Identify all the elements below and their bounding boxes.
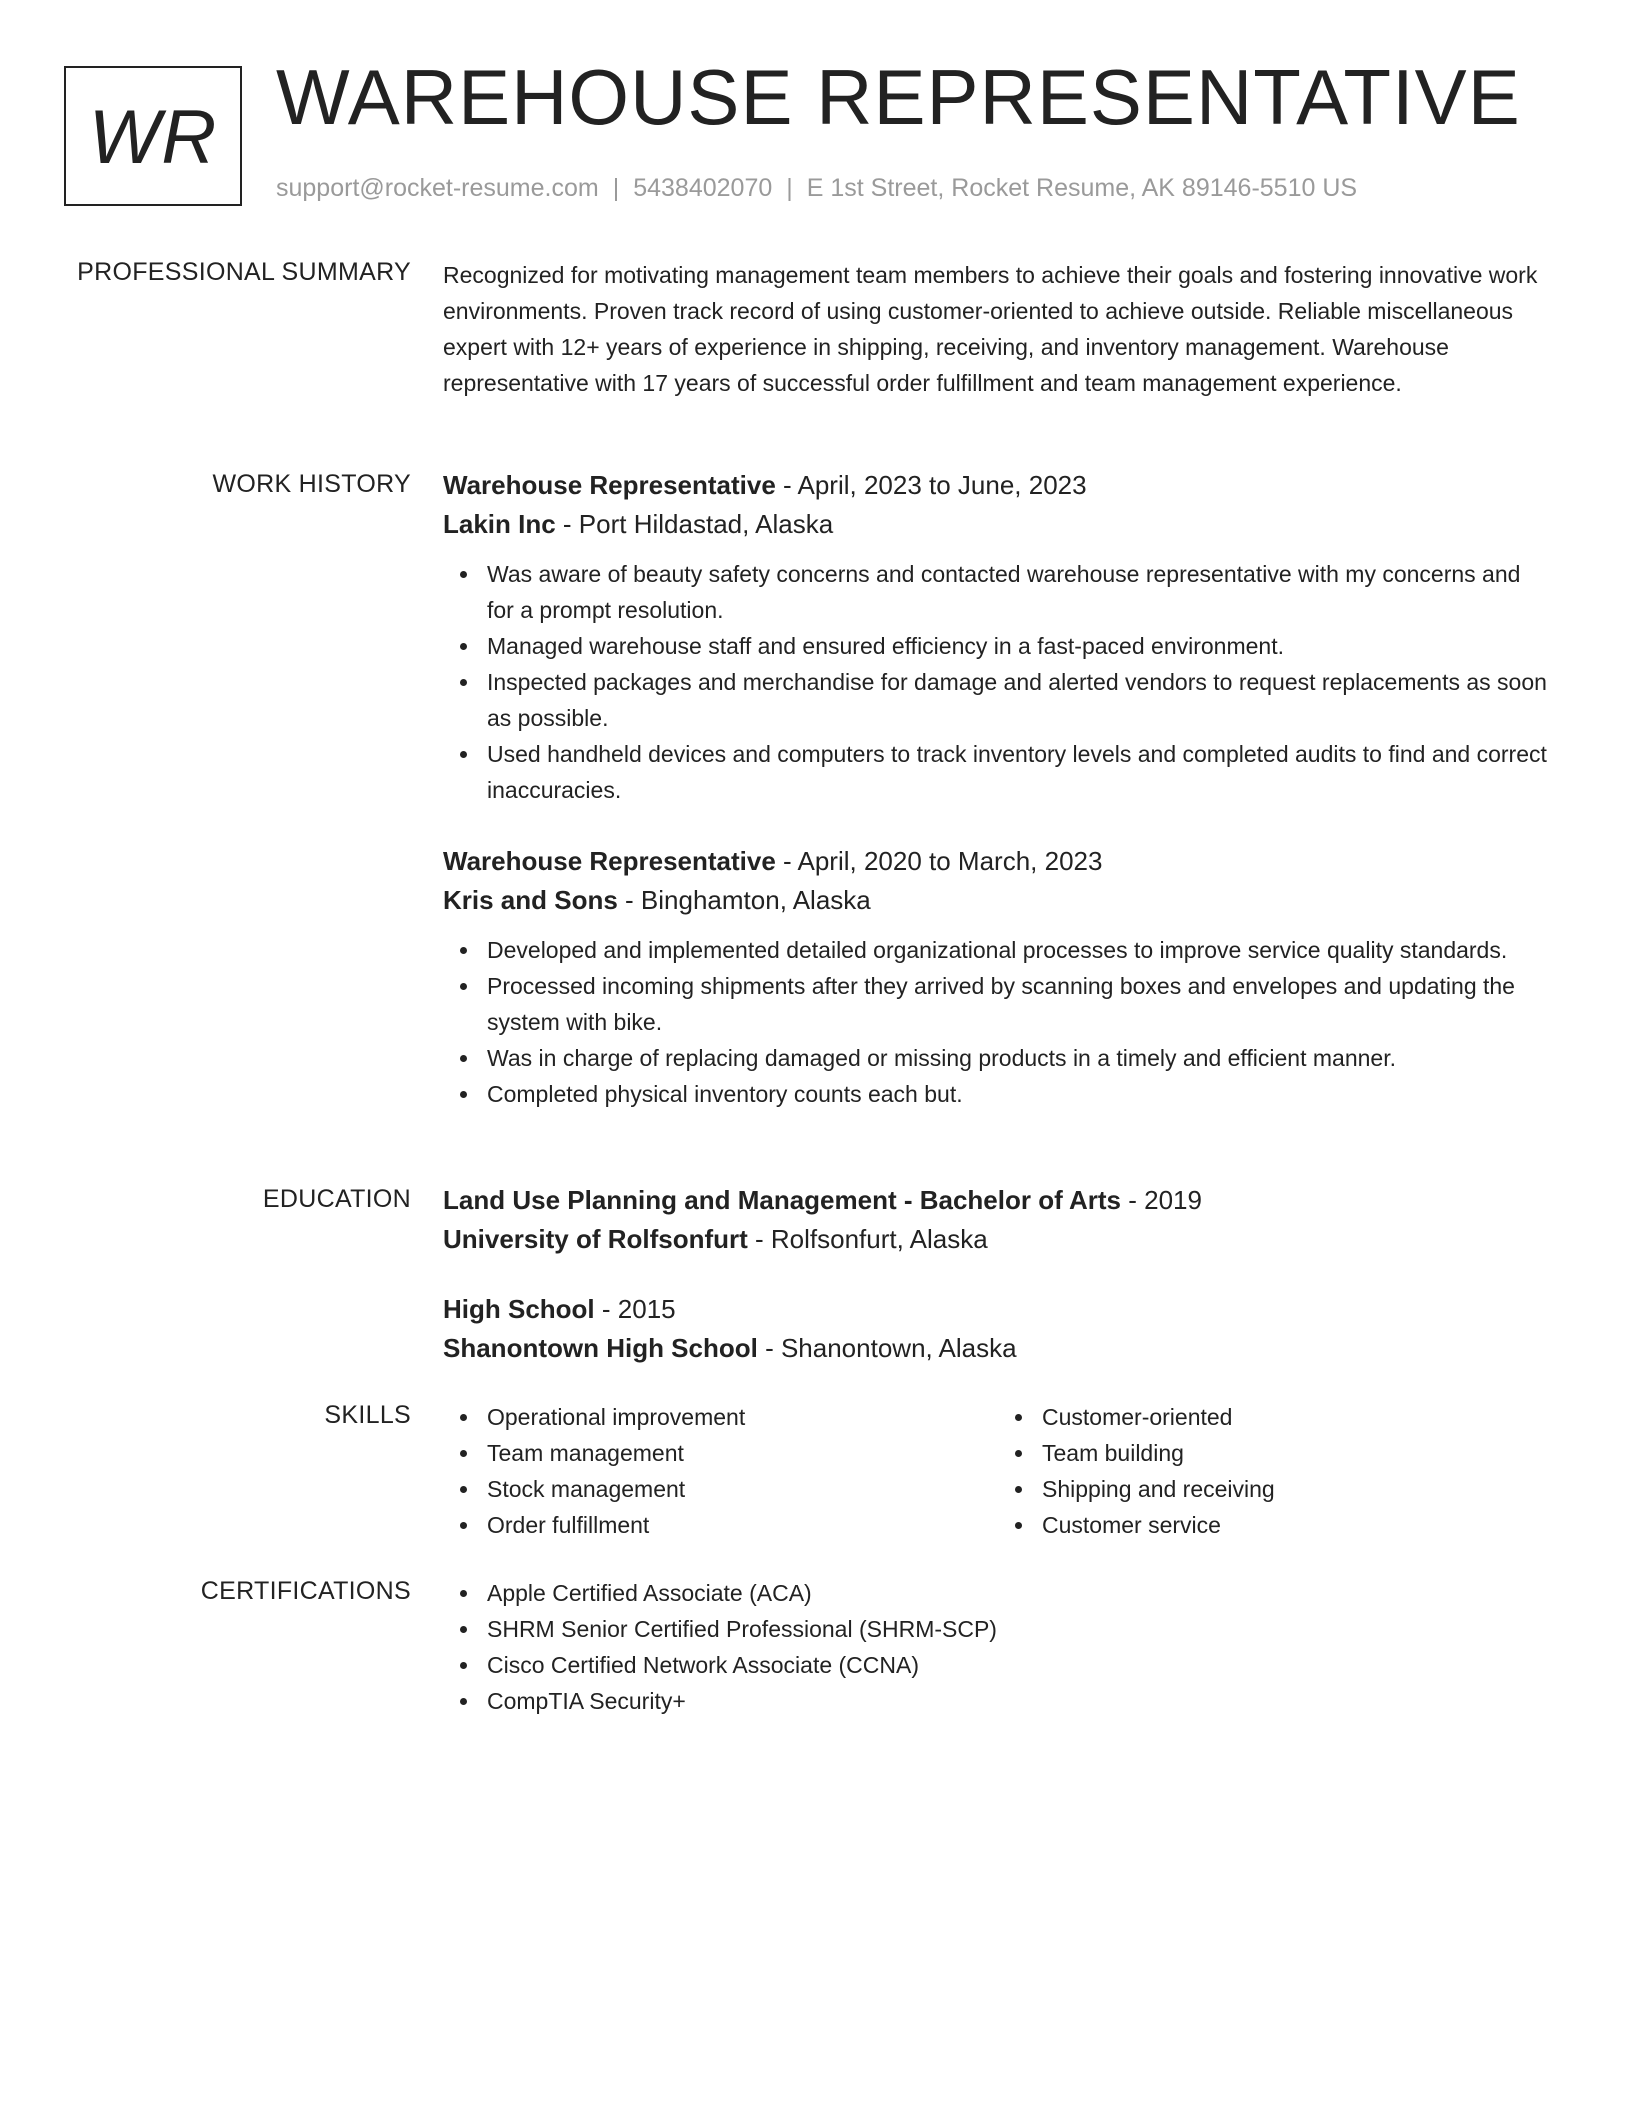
skill-item: Customer service: [1042, 1507, 1553, 1543]
certification-item: Cisco Certified Network Associate (CCNA): [487, 1647, 1553, 1683]
work-history-section: [443, 466, 1553, 808]
job-duty-item: Developed and implemented detailed organizational processes to improve service quality standards.: [487, 932, 1553, 968]
contact-phone: 5438402070: [633, 174, 773, 202]
monogram-initials: WR: [88, 95, 218, 180]
school-location: - Shanontown, Alaska: [757, 1333, 1017, 1363]
skill-item: Shipping and receiving: [1042, 1471, 1553, 1507]
job-duty-item: Inspected packages and merchandise for damage and alerted vendors to request replacements as soon as possible.: [487, 664, 1553, 736]
school-line: [443, 1220, 1553, 1259]
job-duty-item: Managed warehouse staff and ensured efficiency in a fast-paced environment.: [487, 628, 1553, 664]
education-section-2: [443, 1290, 1553, 1368]
job-entry: [443, 842, 1553, 1112]
graduation-year: - 2015: [594, 1294, 676, 1324]
job-company: Kris and Sons: [443, 885, 618, 915]
skills-section: [443, 1399, 1553, 1543]
contact-email: support@rocket-resume.com: [276, 174, 599, 202]
certification-item: CompTIA Security+: [487, 1683, 1553, 1719]
job-duty-item: Completed physical inventory counts each but.: [487, 1076, 1553, 1112]
job-duties-list: [443, 556, 1553, 808]
job-title: Warehouse Representative: [443, 846, 776, 876]
education-entry: [443, 1290, 1553, 1368]
skills-list-left: [443, 1399, 998, 1543]
job-company: Lakin Inc: [443, 509, 556, 539]
job-location: - Binghamton, Alaska: [617, 885, 871, 915]
resume-name: WAREHOUSE REPRESENTATIVE: [276, 53, 1521, 141]
school-name: University of Rolfsonfurt: [443, 1224, 748, 1254]
job-location: - Port Hildastad, Alaska: [555, 509, 834, 539]
section-label-work-history: WORK HISTORY: [212, 470, 411, 498]
skill-item: Stock management: [487, 1471, 998, 1507]
degree: Land Use Planning and Management - Bachelor of Arts: [443, 1185, 1122, 1215]
graduation-year: - 2019: [1121, 1185, 1202, 1215]
job-duties-list: [443, 932, 1553, 1112]
section-label-summary: PROFESSIONAL SUMMARY: [77, 258, 411, 286]
certification-item: Apple Certified Associate (ACA): [487, 1575, 1553, 1611]
skill-item: Operational improvement: [487, 1399, 998, 1435]
job-title-line: [443, 466, 1553, 505]
certifications-section: [443, 1575, 1553, 1719]
job-dates: - April, 2020 to March, 2023: [775, 846, 1103, 876]
skills-list-right: [998, 1399, 1553, 1543]
job-title: Warehouse Representative: [443, 470, 776, 500]
job-title-line: [443, 842, 1553, 881]
education-section: [443, 1181, 1553, 1259]
school-name: Shanontown High School: [443, 1333, 758, 1363]
certifications-list: [443, 1575, 1553, 1719]
contact-line: [276, 174, 1357, 203]
work-history-section-2: [443, 842, 1553, 1112]
certification-item: SHRM Senior Certified Professional (SHRM-SCP): [487, 1611, 1553, 1647]
skill-item: Team management: [487, 1435, 998, 1471]
job-duty-item: Used handheld devices and computers to track inventory levels and completed audits to find and correct inaccuracies.: [487, 736, 1553, 808]
skill-item: Order fulfillment: [487, 1507, 998, 1543]
skills-grid: [443, 1399, 1553, 1543]
job-company-line: [443, 881, 1553, 920]
section-label-certifications: CERTIFICATIONS: [200, 1577, 411, 1605]
education-entry: [443, 1181, 1553, 1259]
summary-text: Recognized for motivating management team members to achieve their goals and fostering innovative work environments. Proven track record of using customer-oriented to achieve outside. Reliable miscellaneous expert with 12+ years of experience in shipping, receiving, and inventory management. Warehouse representative with 17 years of successful order fulfillment and team management experience.: [443, 262, 1538, 396]
summary-section: [443, 257, 1553, 401]
section-label-education: EDUCATION: [262, 1185, 411, 1213]
degree-line: [443, 1290, 1553, 1329]
school-line: [443, 1329, 1553, 1368]
degree: High School: [443, 1294, 595, 1324]
skill-item: Team building: [1042, 1435, 1553, 1471]
contact-separator: |: [612, 174, 620, 202]
job-dates: - April, 2023 to June, 2023: [775, 470, 1087, 500]
skill-item: Customer-oriented: [1042, 1399, 1553, 1435]
job-duty-item: Was in charge of replacing damaged or missing products in a timely and efficient manner.: [487, 1040, 1553, 1076]
job-duty-item: Was aware of beauty safety concerns and contacted warehouse representative with my concerns and for a prompt resolution.: [487, 556, 1553, 628]
job-duty-item: Processed incoming shipments after they arrived by scanning boxes and envelopes and updating the system with bike.: [487, 968, 1553, 1040]
job-entry: [443, 466, 1553, 808]
section-label-skills: SKILLS: [324, 1401, 411, 1429]
degree-line: [443, 1181, 1553, 1220]
contact-separator: |: [786, 174, 793, 202]
contact-address: E 1st Street, Rocket Resume, AK 89146-5510 US: [806, 174, 1358, 202]
school-location: - Rolfsonfurt, Alaska: [747, 1224, 988, 1254]
job-company-line: [443, 505, 1553, 544]
monogram-box: [64, 66, 242, 206]
